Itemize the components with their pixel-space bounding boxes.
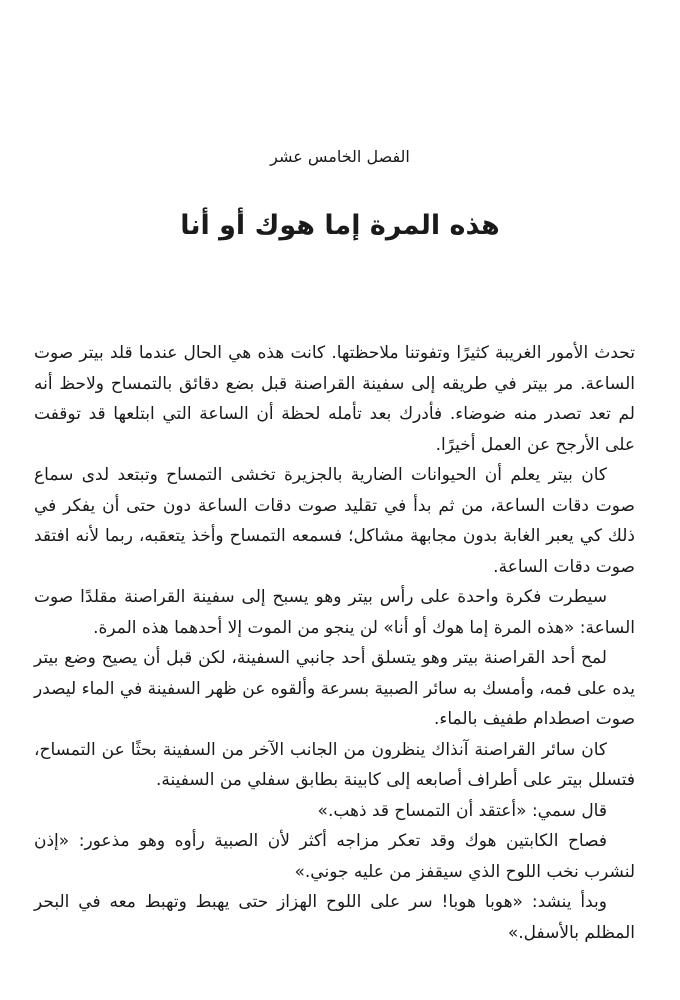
chapter-title: هذه المرة إما هوك أو أنا: [180, 210, 500, 241]
paragraph: تحدث الأمور الغريبة كثيرًا وتفوتنا ملاحظتها. كانت هذه هي الحال عندما قلد بيتر صوت الساعة. مر بيتر في طريقه إلى سفينة القراصنة قبل بضع دقائق بالتمساح ولاحظ أنه لم تعد تصدر منه ضوضاء. فأدرك بعد تأمله لحظة أن الساعة التي ابتلعها قد توقفت على الأرجح عن العمل أخيرًا.: [34, 343, 635, 455]
paragraph: لمح أحد القراصنة بيتر وهو يتسلق أحد جانبي السفينة، لكن قبل أن يصيح وضع بيتر يده على فمه، وأمسك به سائر الصبية بسرعة وألقوه عن ظهر السفينة في الماء ليصدر صوت اصطدام طفيف بالماء.: [34, 648, 635, 729]
paragraph: فصاح الكابتين هوك وقد تعكر مزاجه أكثر لأن الصبية رأوه وهو مذعور: «إذن لنشرب نخب اللوح الذي سيقفز من عليه جوني.»: [34, 831, 635, 882]
paragraph: سيطرت فكرة واحدة على رأس بيتر وهو يسبح إلى سفينة القراصنة مقلدًا صوت الساعة: «هذه المرة إما هوك أو أنا» لن ينجو من الموت إلا أحدهما هذه المرة.: [34, 587, 635, 638]
chapter-body: [34, 338, 635, 948]
paragraph: كان سائر القراصنة آنذاك ينظرون من الجانب الآخر من السفينة بحثًا عن التمساح، فتسلل بيتر على أطراف أصابعه إلى كابينة بطابق سفلي من السفينة.: [34, 739, 635, 790]
paragraph: وبدأ ينشد: «هوبا هوبا! سر على اللوح الهزاز حتى يهبط وتهبط معه في البحر المظلم بالأسفل.»: [34, 892, 635, 943]
paragraph: كان بيتر يعلم أن الحيوانات الضارية بالجزيرة تخشى التمساح وتبتعد لدى سماع صوت دقات الساعة، من ثم بدأ في تقليد صوت دقات الساعة دون حتى أن يفكر في ذلك كي يعبر الغابة بدون مجابهة مشاكل؛ فسمعه التمساح وأخذ يتعقبه، ربما لأنه افتقد صوت دقات الساعة.: [34, 465, 635, 577]
paragraph: قال سمي: «أعتقد أن التمساح قد ذهب.»: [317, 800, 607, 821]
chapter-label: الفصل الخامس عشر: [270, 147, 410, 166]
